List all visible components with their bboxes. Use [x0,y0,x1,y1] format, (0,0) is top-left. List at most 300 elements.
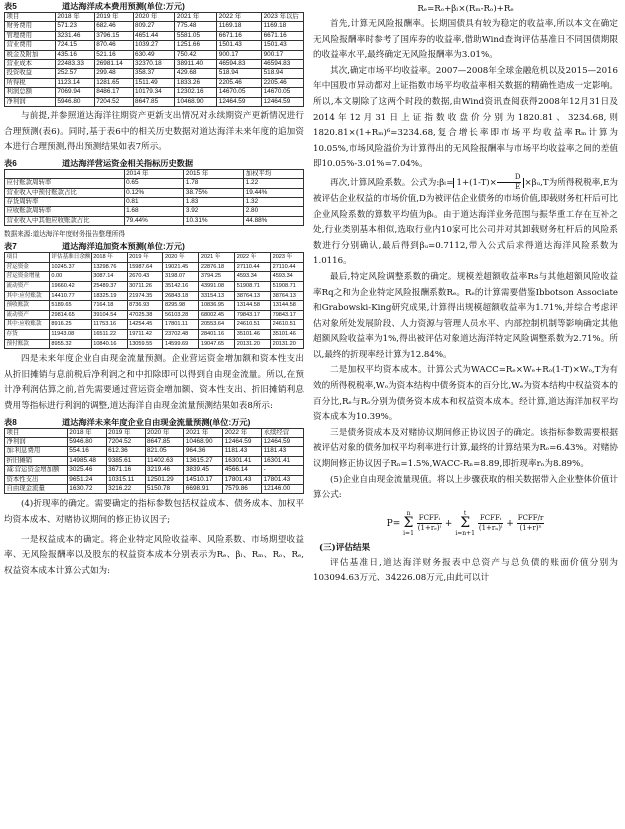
table-row [5,456,304,465]
table7-caption [4,241,304,252]
beta-fraction-numerator: D [497,173,522,183]
table-cell: 10245.37 [49,262,91,272]
table-cell: 8647.85 [133,97,175,106]
table-cell: 19021.45 [163,262,199,272]
table7-number: 表7 [4,242,17,252]
table-cell: 1630.72 [67,485,106,494]
table-cell: 12146.00 [262,485,304,494]
table6-number: 表6 [4,158,17,168]
paragraph-free-cash-flow: 四是未来年度企业自由现金流量预测。企业营运资金增加额和资本性支出从折旧摊销与息前税后净利润之和中扣除即可以得到自由现金流量。所以,在预计净利润估算之前,首先需要通过营运资金增加额、资本性支出、折旧摊销利息费用等指标进行利润的调整,道达海洋自由现金流量预测结果如表8所示: [4,354,304,411]
table-cell: 33154.13 [199,291,235,301]
row-label: 营运资金 [5,262,50,272]
column-header: 2015 年 [184,169,244,178]
sum1 [403,510,414,537]
table-cell: 12302.16 [175,88,217,97]
fraction1-numerator: FCFFᵢ [418,513,441,522]
table-row [5,69,304,78]
table-cell: 56103.28 [163,310,199,320]
column-header: 2018 年 [91,253,127,263]
table-cell: 7204.52 [106,438,145,447]
table-cell: 7069.94 [55,88,94,97]
paragraph-specific-risk: 最后,特定风险调整系数的确定。规模差超额收益率Rs与其他超额风险收益率Rq之和为企业特定风险报酬系数Rₑ。Rₑ的计算需要借鉴Ibbotson Associate和Grabowski-King研究成果,计算得出规模超额收益率为1.71%,并综合考虑评估对象所处发展阶段、人力资源与管理人员水平、内部控制机制等影响确定其他超额风险收益率为1%,得出被评估对象道达海洋特定风险调整系数为2.71%。所以,最终的折现率经计算为12.84%。 [313,271,618,360]
row-label: 资本性支出 [5,475,68,484]
paragraph-wacc: 二是加权平均资本成本。计算公式为WACC=Rₑ×Wₑ+Rₒ(1-T)×Wₒ,T为有效的所得税税率,Wₒ为资本结构中债务资本的百分比,Wₑ为资本结构中权益资本的百分比,Rₑ与Rₒ分别为债务资本成本和权益资本成本。经计算,道达海洋加权平均资本成本为10.39%。 [313,365,618,423]
table-cell: 18325.19 [91,291,127,301]
table-cell: 10315.11 [106,475,145,484]
table-cell: 1281.65 [94,78,133,87]
table-cell: 3025.46 [67,466,106,475]
table-row [5,22,304,31]
table-cell: 7164.18 [91,301,127,311]
table-cell: 28401.16 [199,330,235,340]
column-header: 2014 年 [124,169,184,178]
table-cell: 1.68 [124,207,184,216]
paragraph-equity-cost: 一是权益成本的确定。将企业特定风险收益率、风险系数、市场期望收益率、无风险报酬率以及股东的权益资本成本分别表示为Rₑ、βₗ、Rₘ、Rₒ、Rₑ,权益资本成本计算公式如为: [4,534,304,576]
table-header-row [5,253,304,263]
table-cell: 5189.65 [49,301,91,311]
table-row [5,301,304,311]
table-cell: 750.42 [175,50,217,59]
row-label: 管理费用 [5,31,56,40]
table-cell: 8486.17 [94,88,133,97]
table-cell: 9651.24 [67,475,106,484]
table-cell: 0.65 [124,179,184,188]
table-cell: 24610.51 [235,320,271,330]
table-cell: 14254.45 [127,320,163,330]
row-label: 预付账款 [5,339,50,349]
fraction1 [417,514,442,533]
table-cell: 4593.34 [235,272,271,282]
section-heading-valuation-result: (三)评估结果 [319,542,371,553]
table8-number: 表8 [4,417,17,427]
table-cell: 12464.59 [223,438,262,447]
table-cell: 1.78 [184,179,244,188]
table-cell: 435.16 [55,50,94,59]
table-row [5,78,304,87]
table-cell: 22483.33 [55,60,94,69]
table-row [5,330,304,340]
row-label: 营业成本 [5,60,56,69]
table-cell: 27110.44 [271,262,304,272]
beta-bracket [453,172,524,191]
table-cell: 12464.59 [262,438,304,447]
table-cell: 20131.20 [271,339,304,349]
table-cell: 2205.46 [217,78,262,87]
row-label: 营业收入中其他应收账款占比 [5,216,125,225]
table-cell: 35101.46 [271,330,304,340]
table-cell: 6671.16 [217,31,262,40]
table-cell: 299.48 [94,69,133,78]
table5-cost-forecast [4,12,304,107]
column-header: 2020 年 [163,253,199,263]
column-header: 2021 年 [199,253,235,263]
table-cell: 1169.18 [262,22,304,31]
table-cell: 775.48 [175,22,217,31]
fraction2 [478,514,504,533]
table-row [5,179,304,188]
table-cell: 630.49 [133,50,175,59]
table-cell: 6698.91 [184,485,223,494]
table-cell: 21974.35 [127,291,163,301]
table-cell: 27110.44 [235,262,271,272]
paragraph-debt-cost: 三是债务资成本及对赌协议期间修正协议因子的确定。该指标参数需要根据被评估对象的债务加权平均利率进行计算,最终的计算结果为Rₒ=6.43%。对赌协议期间修正协议因子Rₙ=1.5%,WACC-Rₙ=8.89,即折现率rₙ为8.89%。 [313,427,618,470]
table-cell: 5946.80 [55,97,94,106]
table-cell: 1.32 [244,198,304,207]
table-cell: 1251.66 [175,41,217,50]
column-header: 2019 年 [106,428,145,437]
table-header-row [5,428,304,437]
table-cell: 13144.58 [271,301,304,311]
table-cell: 12464.59 [262,97,304,106]
table-cell: 8736.93 [127,301,163,311]
right-column [313,0,618,587]
table-cell: 14985.48 [67,456,106,465]
fraction3-denominator: (1+r)ⁿ [519,523,542,532]
table-row [5,88,304,97]
table-cell: 1501.43 [262,41,304,50]
table-cell: 7579.86 [223,485,262,494]
paragraph-present-value: (5)企业自由现金流量现值。将以上步骤获取的相关数据带入企业整体价值计算公式: [313,474,618,501]
fraction3-numerator: FCFF/r [517,513,544,522]
table-cell: 38764.13 [235,291,271,301]
table-row [5,320,304,330]
paragraph-discount-rate: (4)折现率的确定。需要确定的指标参数包括权益成本、债务成本、加权平均资本成本、对赌协议期间的修正协议因子; [4,499,304,526]
table-cell: 3794.25 [199,272,235,282]
table-cell: 4593.34 [271,272,304,282]
table-cell: 4566.14 [223,466,262,475]
table-cell: 19711.42 [127,330,163,340]
sum2 [455,510,475,537]
table-cell: 32370.18 [133,60,175,69]
table-header-row [5,13,304,22]
table-cell: 13059.55 [127,339,163,349]
table-cell: 23702.48 [163,330,199,340]
table-row [5,272,304,282]
formula-p-symbol: P= [386,518,401,529]
table-cell: 13144.58 [235,301,271,311]
table-cell: 1181.43 [223,447,262,456]
table7-additional-capital [4,252,304,349]
row-label: 加:利息费用 [5,447,68,456]
table-cell: 900.17 [262,50,304,59]
table-cell: 19047.65 [199,339,235,349]
table-cell: 16511.22 [91,330,127,340]
table-cell: 51908.71 [235,282,271,292]
sum2-bottom: i=n+1 [455,529,475,537]
table-cell: 5946.80 [67,438,106,447]
row-label: 营业收入中预付账款占比 [5,188,125,197]
table-cell: - [262,466,304,475]
table-cell: 1123.14 [55,78,94,87]
table-cell: 20553.64 [199,320,235,330]
row-label: 净利润 [5,97,56,106]
table-row [5,60,304,69]
column-header: 2020 年 [145,428,184,437]
table-cell: 14670.05 [217,88,262,97]
table-cell: 3087.14 [91,272,127,282]
table-cell: 79.44% [124,216,184,225]
column-header: 永续经营 [262,428,304,437]
table-cell: 10179.34 [133,88,175,97]
row-label: 自由现金流量 [5,485,68,494]
table-cell: 0.12% [124,188,184,197]
table-row [5,475,304,484]
table-cell: 8647.85 [145,438,184,447]
table-cell: 429.68 [175,69,217,78]
sum2-top: t [463,509,467,517]
table-cell: 3216.22 [106,485,145,494]
table-row [5,282,304,292]
table-cell: 30711.26 [127,282,163,292]
formula-plus-2: + [506,518,514,529]
row-label: 税金及附加 [5,50,56,59]
table-cell: 3.92 [184,207,244,216]
table-cell: 0.81 [124,198,184,207]
table-cell: 47025.38 [127,310,163,320]
table-cell: 20131.20 [235,339,271,349]
row-label: 应收账款周转率 [5,207,125,216]
table-cell: 900.17 [217,50,262,59]
table-cell: 3839.45 [184,466,223,475]
paragraph-working-capital-intro: 与前提,并参照道达海洋往期资产更新支出情况对永续期资产更新情况进行合理预测(表6)。同时,基于表6中的相关历史数据对道达海洋未来年度的追加资本进行合理预测,得出预测结果如表7所示。 [4,111,304,153]
table-cell: 51908.71 [271,282,304,292]
row-label: 流动资产 [5,310,50,320]
table-cell: 518.94 [262,69,304,78]
column-header: 2018 年 [67,428,106,437]
row-label: 投资收益 [5,69,56,78]
row-label: 存货 [5,330,50,340]
column-header: 2020 年 [133,13,175,22]
table-cell: 22876.18 [199,262,235,272]
paragraph-valuation-result: 评估基准日,道达海洋财务报表中总资产与总负债的账面价值分别为103094.63万元、34226.08万元,由此可以计 [313,557,618,584]
table-row [5,447,304,456]
table-cell: 79843.17 [235,310,271,320]
table-row [5,198,304,207]
table-row [5,216,304,225]
column-header: 2023 年 [271,253,304,263]
table-cell: 19.44% [244,188,304,197]
table-cell: 14410.77 [49,291,91,301]
enterprise-value-formula [313,510,618,537]
row-label: 利润总额 [5,88,56,97]
table-cell: 14599.69 [163,339,199,349]
table-cell: 11943.08 [49,330,91,340]
table-cell: 571.23 [55,22,94,31]
table-cell: 38.75% [184,188,244,197]
column-header [5,169,125,178]
table-cell: 5581.05 [175,31,217,40]
beta-formula-tail: ×βᵤ,T为所得税税率,E为被评估企业权益的市场价值,D为被评估企业债务的市场价值,即载财务杠杆后可比企业风险系数的算数平均值为βₗ。由于道达海洋业务范围与振华重工存在互补之处,行业类别基本相似,选取行业内10家可比公司并对其卸载财务杠杆后的风险系数进行分别确认,最后得到βᵤ=0.7112,带入公式后求得道达海洋风险系数为1.0116。 [313,177,618,267]
fraction1-denominator: (1+rₑ)ⁱ [417,523,442,532]
table6-source-note: 数据来源:道达海洋年度财务报告整理所得 [4,230,125,239]
column-header: 2019 年 [94,13,133,22]
table-cell: 24610.51 [271,320,304,330]
row-label: 折旧摊销 [5,456,68,465]
column-header: 2019 年 [127,253,163,263]
table-cell: 35142.16 [163,282,199,292]
table-cell: 19660.42 [49,282,91,292]
table-cell: 3198.07 [163,272,199,282]
table6-title: 道达海洋营运资金相关指标历史数据 [62,158,194,168]
beta-formula-lead: 再次,计算风险系数。公式为:βₗ= [330,177,454,188]
table8-free-cash-flow-forecast [4,428,304,495]
sum1-bottom: i=1 [403,529,414,537]
row-label: 减:营运资金增加额 [5,466,68,475]
table-cell: 9385.61 [106,456,145,465]
table-cell: 682.46 [94,22,133,31]
table-cell: 11402.63 [145,456,184,465]
table-cell: 38764.13 [271,291,304,301]
table-cell: 1181.43 [262,447,304,456]
table-cell: 44.88% [244,216,304,225]
table-row [5,207,304,216]
beta-bracket-text: 1+(1-T)× [456,177,497,188]
table-cell: 17801.11 [163,320,199,330]
table-cell: 1039.27 [133,41,175,50]
table-row [5,41,304,50]
fraction3 [517,514,545,533]
equity-cost-formula: Rₑ=Rₒ+βₗ×(Rₘ-Rₒ)+Rₑ [417,4,514,14]
table-cell: 1833.26 [175,78,217,87]
table-cell: 10840.16 [91,339,127,349]
table-cell: 38911.40 [175,60,217,69]
table-cell: 17801.43 [262,475,304,484]
table-cell: 2205.46 [262,78,304,87]
table-row [5,188,304,197]
table-cell: 39104.54 [91,310,127,320]
table8-title: 道达海洋未来年度企业自由现金流量预测(单位:万元) [62,417,251,427]
table-cell: 2.80 [244,207,304,216]
table-cell: 3219.46 [145,466,184,475]
row-label: 净利润 [5,438,68,447]
table8-caption [4,417,304,428]
table-cell: 964.36 [184,447,223,456]
row-label: 营运资金增量 [5,272,50,282]
column-header: 2021 年 [184,428,223,437]
table-cell: 68002.45 [199,310,235,320]
table-cell: 79843.17 [271,310,304,320]
table-row [5,310,304,320]
table-cell: 554.16 [67,447,106,456]
table-cell: 46594.83 [217,60,262,69]
beta-debt-equity-fraction [497,173,522,192]
column-header: 项目 [5,13,56,22]
table-cell: 43991.08 [199,282,235,292]
sum1-top: n [406,509,411,517]
table-cell: 518.94 [217,69,262,78]
column-header: 评估基准日余额 [49,253,91,263]
table-cell: 252.57 [55,69,94,78]
table5-title: 道达海洋成本费用预测(单位:万元) [62,2,185,11]
fraction2-numerator: FCFFᵢ [478,514,504,524]
table-cell: 26981.14 [94,60,133,69]
table-cell: 13298.76 [91,262,127,272]
beta-fraction-denominator: E [515,182,521,191]
table-cell: 3671.16 [106,466,145,475]
table-cell: 6671.16 [262,31,304,40]
table-cell: 12501.29 [145,475,184,484]
row-label: 流动资产 [5,282,50,292]
column-header: 2018 年 [55,13,94,22]
table-cell: 612.36 [106,447,145,456]
paragraph-risk-free-rate: 首先,计算无风险报酬率。长期国债具有较为稳定的收益率,所以本文在确定无风险报酬率时参考了国库券的收益率,借助Wind查询评估基准日不同国债期限的收益率水平,最终确定无风险报酬率为3.01%。 [313,19,618,61]
table-cell: 15987.64 [127,262,163,272]
row-label: 其中:应收账款 [5,320,50,330]
table-cell: 16301.41 [223,456,262,465]
table-cell: 1169.18 [217,22,262,31]
left-column [4,0,304,579]
table-cell: 5150.78 [145,485,184,494]
table-cell: 46594.83 [262,60,304,69]
formula-plus-1: + [444,518,453,529]
table-row [5,262,304,272]
column-header: 2022 年 [217,13,262,22]
column-header: 项目 [5,253,50,263]
row-label: 其中:应付账款 [5,291,50,301]
column-header: 加权平均 [244,169,304,178]
table-cell: 29814.65 [49,310,91,320]
column-header: 2022 年 [223,428,262,437]
table-row [5,31,304,40]
table-cell: 10468.90 [175,97,217,106]
table-cell: 10836.95 [199,301,235,311]
table-cell: 3231.46 [55,31,94,40]
column-header: 2022 年 [235,253,271,263]
table-cell: 16301.41 [262,456,304,465]
table-cell: 358.37 [133,69,175,78]
sum1-sigma: Σ [403,514,414,531]
table-cell: 1.83 [184,198,244,207]
row-label: 营业费用 [5,41,56,50]
table5-number: 表5 [4,2,17,11]
table-cell: 7204.52 [94,97,133,106]
table-row [5,466,304,475]
table6-caption [4,158,304,169]
row-label: 存货周转率 [5,198,125,207]
table-cell: 14670.05 [262,88,304,97]
table6-working-capital-history [4,169,304,226]
fraction2-denominator: (1+rₙ)ⁱ [478,523,503,532]
table-cell: 2670.43 [127,272,163,282]
column-header: 项目 [5,428,68,437]
table-cell: 17801.43 [223,475,262,484]
table-row [5,339,304,349]
table-cell: 724.15 [55,41,94,50]
table-cell: 0.00 [49,272,91,282]
row-label: 预收账款 [5,301,50,311]
table-cell: 8955.32 [49,339,91,349]
table-header-row [5,169,304,178]
table-cell: 11753.16 [91,320,127,330]
paragraph-beta [313,173,618,270]
table-row [5,97,304,106]
table-row [5,485,304,494]
column-header: 2023 年以后 [262,13,304,22]
table7-title: 道达海洋追加资本预测(单位:万元) [62,242,185,252]
table-row [5,50,304,59]
table-row [5,291,304,301]
table-cell: 821.05 [145,447,184,456]
table-cell: 25489.37 [91,282,127,292]
row-label: 财务费用 [5,22,56,31]
row-label: 应付账款周转率 [5,179,125,188]
table-row [5,438,304,447]
table-cell: 3796.15 [94,31,133,40]
table-cell: 809.27 [133,22,175,31]
table-cell: 12464.59 [217,97,262,106]
table-cell: 35101.46 [235,330,271,340]
table-cell: 10468.90 [184,438,223,447]
